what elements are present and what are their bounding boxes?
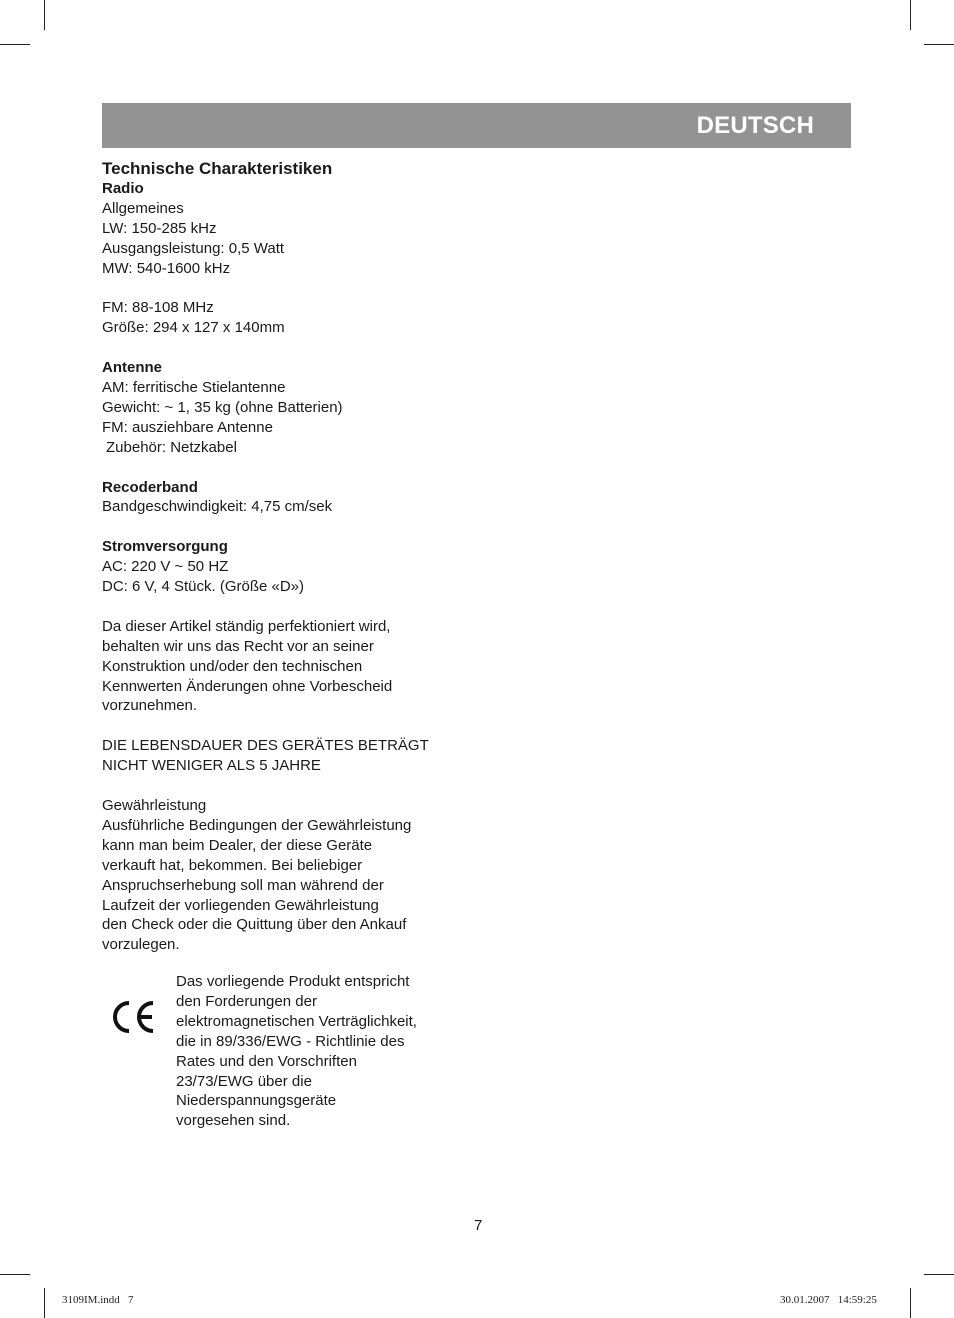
crop-mark [0,44,30,45]
warranty-line: Laufzeit der vorliegenden Gewährleistung [102,896,379,914]
warranty-title: Gewährleistung [102,796,207,814]
crop-mark [44,0,45,30]
ce-text [176,972,466,1131]
ce-line: Das vorliegende Produkt entspricht [176,973,410,990]
warranty-line: Ausführliche Bedingungen der Gewährleistung [102,816,412,834]
ce-line: 23/73/EWG über die [176,1072,312,1090]
section-title: Technische Charakteristiken [102,159,333,178]
notice-line: Kennwerten Änderungen ohne Vorbescheid [102,677,393,695]
footer-file-name: 3109IM.indd 7 [62,1294,134,1306]
spec-content [102,158,462,955]
warranty-line: kann man beim Dealer, der diese Geräte [102,836,373,854]
crop-mark [910,0,911,30]
notice-line: vorzunehmen. [102,697,198,715]
footer-timestamp: 30.01.2007 14:59:25 [780,1294,877,1306]
antenna-line: FM: ausziehbare Antenne [102,418,273,436]
recorder-heading: Recoderband [102,478,198,496]
page-number: 7 [474,1217,483,1234]
ce-line: vorgesehen sind. [176,1112,291,1130]
radio-line: FM: 88-108 MHz [102,299,214,317]
antenna-line: AM: ferritische Stielantenne [102,379,286,397]
notice-line: Da dieser Artikel ständig perfektioniert wird, [102,617,391,635]
antenna-line: Zubehör: Netzkabel [106,438,237,456]
crop-mark [924,1274,954,1275]
power-heading: Stromversorgung [102,538,228,556]
warranty-line: Anspruchserhebung soll man während der [102,876,384,894]
warranty-line: den Check oder die Quittung über den Ankauf [102,916,407,934]
radio-line: LW: 150-285 kHz [102,219,217,237]
antenna-heading: Antenne [102,359,162,377]
notice-line: behalten wir uns das Recht vor an seiner [102,637,374,655]
antenna-line: Gewicht: ~ 1, 35 kg (ohne Batterien) [102,398,343,416]
language-title: DEUTSCH [696,112,814,139]
language-header-bar [102,103,851,148]
radio-line: Größe: 294 x 127 x 140mm [102,319,285,337]
lifetime-line: DIE LEBENSDAUER DES GERÄTES BETRÄGT [102,737,429,755]
ce-line: Rates und den Vorschriften [176,1052,357,1070]
ce-line: den Forderungen der [176,992,317,1010]
notice-line: Konstruktion und/oder den technischen [102,657,363,675]
recorder-line: Bandgeschwindigkeit: 4,75 cm/sek [102,498,333,516]
crop-mark [44,1288,45,1318]
power-line: AC: 220 V ~ 50 HZ [102,558,229,576]
radio-line: Allgemeines [102,199,184,217]
ce-line: die in 89/336/EWG - Richtlinie des [176,1032,405,1050]
ce-line: Niederspannungsgeräte [176,1092,337,1110]
radio-heading: Radio [102,180,144,197]
ce-line: elektromagnetischen Verträglichkeit, [176,1012,417,1030]
radio-line: MW: 540-1600 kHz [102,259,231,277]
lifetime-line: NICHT WENIGER ALS 5 JAHRE [102,757,321,775]
radio-line: Ausgangsleistung: 0,5 Watt [102,239,285,257]
crop-mark [910,1288,911,1318]
warranty-line: verkauft hat, bekommen. Bei beliebiger [102,856,363,874]
power-line: DC: 6 V, 4 Stück. (Größe «D») [102,578,305,596]
crop-mark [924,44,954,45]
ce-mark-icon [109,997,157,1037]
ce-compliance-block [102,972,462,1142]
crop-mark [0,1274,30,1275]
warranty-line: vorzulegen. [102,936,180,954]
